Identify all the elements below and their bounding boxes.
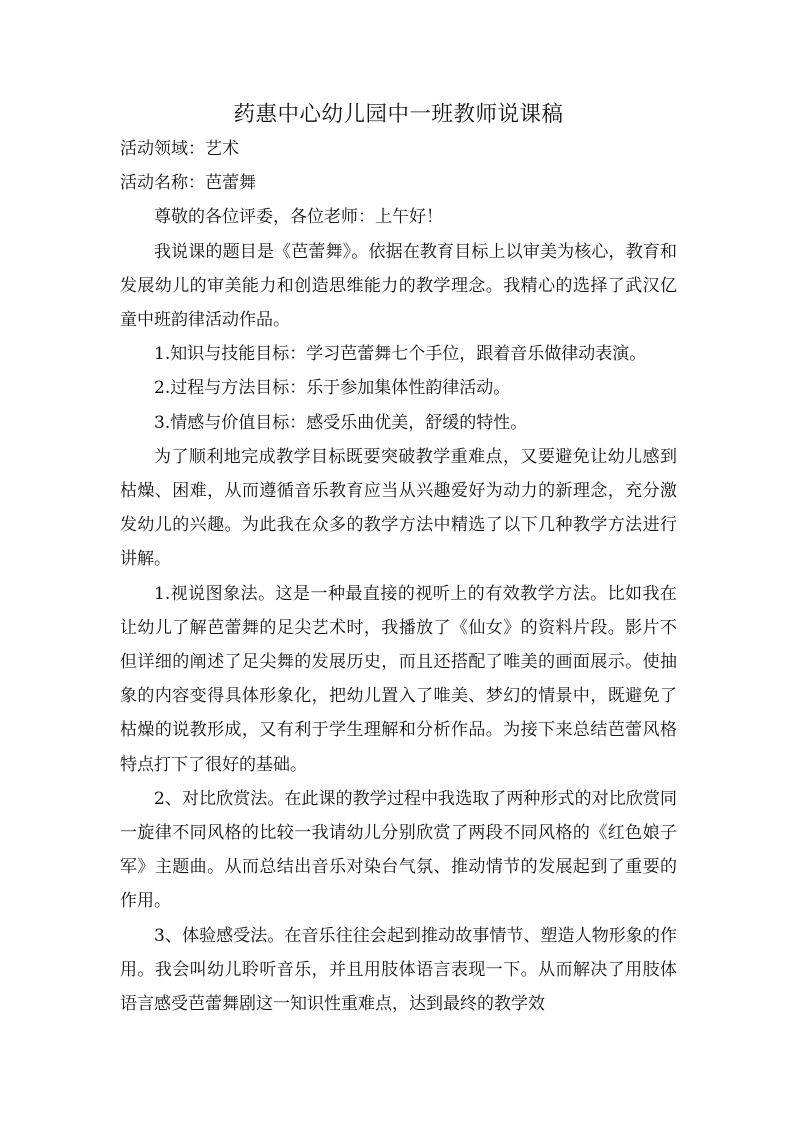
process-goal-paragraph: 2.过程与方法目标：乐于参加集体性韵律活动。: [154, 378, 511, 399]
greeting-paragraph: 尊敬的各位评委，各位老师：上午好！: [154, 207, 443, 228]
comparison-method-paragraph: 2、对比欣赏法。在此课的教学过程中我选取了两种形式的对比欣赏同一旋律不同风格的比较一我请幼儿分别欣赏了两段不同风格的《红色娘子军》主题曲。从而总结出音乐对染台气氛、推动情节的发展起到了重要的作用。: [120, 788, 677, 912]
experience-method-paragraph: 3、体验感受法。在音乐往往会起到推动故事情节、塑造人物形象的作用。我会叫幼儿聆听音乐，并且用肢体语言表现一下。从而解决了用肢体语言感受芭蕾舞剧这一知识性重难点，达到最终的教学效: [120, 925, 677, 1015]
intro-paragraph: 我说课的题目是《芭蕾舞》。依据在教育目标上以审美为核心，教育和发展幼儿的审美能力和创造思维能力的教学理念。我精心的选择了武汉亿童中班韵律活动作品。: [120, 241, 677, 331]
document-title: 药惠中心幼儿园中一班教师说课稿: [233, 102, 564, 127]
activity-name-line: 活动名称：芭蕾舞: [120, 173, 256, 194]
activity-domain-line: 活动领域：艺术: [120, 139, 239, 159]
visual-method-paragraph: 1.视说图象法。这是一种最直接的视听上的有效教学方法。比如我在让幼儿了解芭蕾舞的足尖艺术时，我播放了《仙女》的资料片段。影片不但详细的阐述了足尖舞的发展历史，而且还搭配了唯美的画面展示。使抽象的内容变得具体形象化，把幼儿置入了唯美、梦幻的情景中，既避免了枯燥的说教形成，又有利于学生理解和分析作品。为接下来总结芭蕾风格特点打下了很好的基础。: [120, 583, 677, 775]
document-body: [120, 98, 677, 1021]
method-overview-paragraph: 为了顺利地完成教学目标既要突破教学重难点，又要避免让幼儿感到枯燥、困难，从而遵循音乐教育应当从兴趣爱好为动力的新理念，充分激发幼儿的兴趣。为此我在众多的教学方法中精选了以下几种教学方法进行讲解。: [120, 446, 677, 570]
knowledge-goal-paragraph: 1.知识与技能目标：学习芭蕾舞七个手位，跟着音乐做律动表演。: [154, 344, 647, 365]
emotion-goal-paragraph: 3.情感与价值目标：感受乐曲优美，舒缓的特性。: [154, 412, 528, 433]
